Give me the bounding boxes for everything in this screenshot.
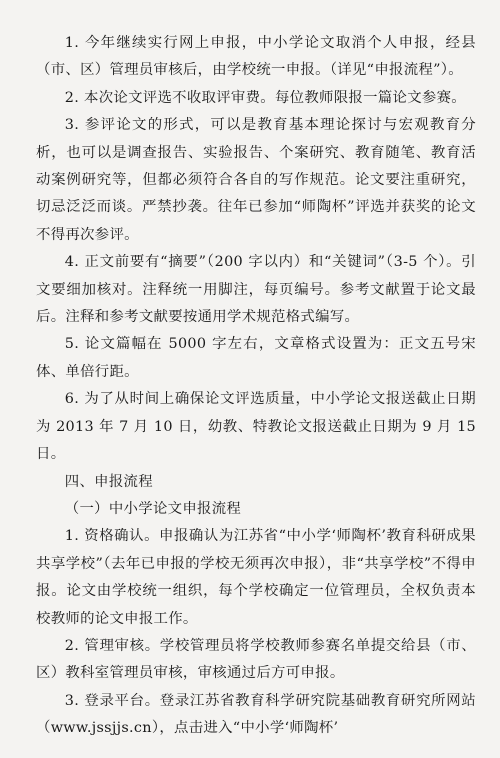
paragraph-1: 1. 今年继续实行网上申报，中小学论文取消个人申报，经县（市、区）管理员审核后，由学校统一申报。（详见“申报流程”）。 (36, 35, 476, 79)
paragraph-2: 2. 本次论文评选不收取评审费。每位教师限报一篇论文参赛。 (64, 89, 466, 106)
subsection-heading: （一）中小学论文申报流程 (64, 500, 242, 517)
paragraph-4: 4. 正文前要有“摘要”（200 字以内）和“关键词”（3-5 个）。引文要细加核对。注释统一用脚注，每页编号。参考文献置于论文最后。注释和参考文献要按通用学术规范格式编写。 (36, 254, 476, 326)
step-2: 2. 管理审核。学校管理员将学校教师参赛名单提交给县（市、区）教科室管理员审核，审核通过后方可申报。 (36, 637, 476, 682)
paragraph-5: 5. 论文篇幅在 5000 字左右，文章格式设置为：正文五号宋体、单倍行距。 (36, 336, 476, 380)
step-1: 1. 资格确认。申报确认为江苏省“中小学‘师陶杯’教育科研成果共享学校”（去年已申报的学校无须再次申报），非“共享学校”不得申报。论文由学校统一组织，每个学校确定一位管理员，全权负责本校教师的论文申报工作。 (36, 528, 476, 627)
section-heading: 四、申报流程 (64, 473, 153, 490)
paragraph-6: 6. 为了从时间上确保论文评选质量，中小学论文报送截止日期为 2013 年 7 月 10 日，幼教、特教论文报送截止日期为 9 月 15 日。 (36, 391, 476, 463)
paragraph-3: 3. 参评论文的形式，可以是教育基本理论探讨与宏观教育分析，也可以是调查报告、实验报告、个案研究、教育随笔、教育活动案例研究等，但都必须符合各自的写作规范。论文要注重研究，切忌泛泛而谈。严禁抄袭。往年已参加“师陶杯”评选并获奖的论文不得再次参评。 (36, 117, 476, 243)
step-3: 3. 登录平台。登录江苏省教育科学研究院基础教育研究所网站（www.jssjjs.cn），点击进入“中小学‘师陶杯’ (36, 692, 476, 737)
